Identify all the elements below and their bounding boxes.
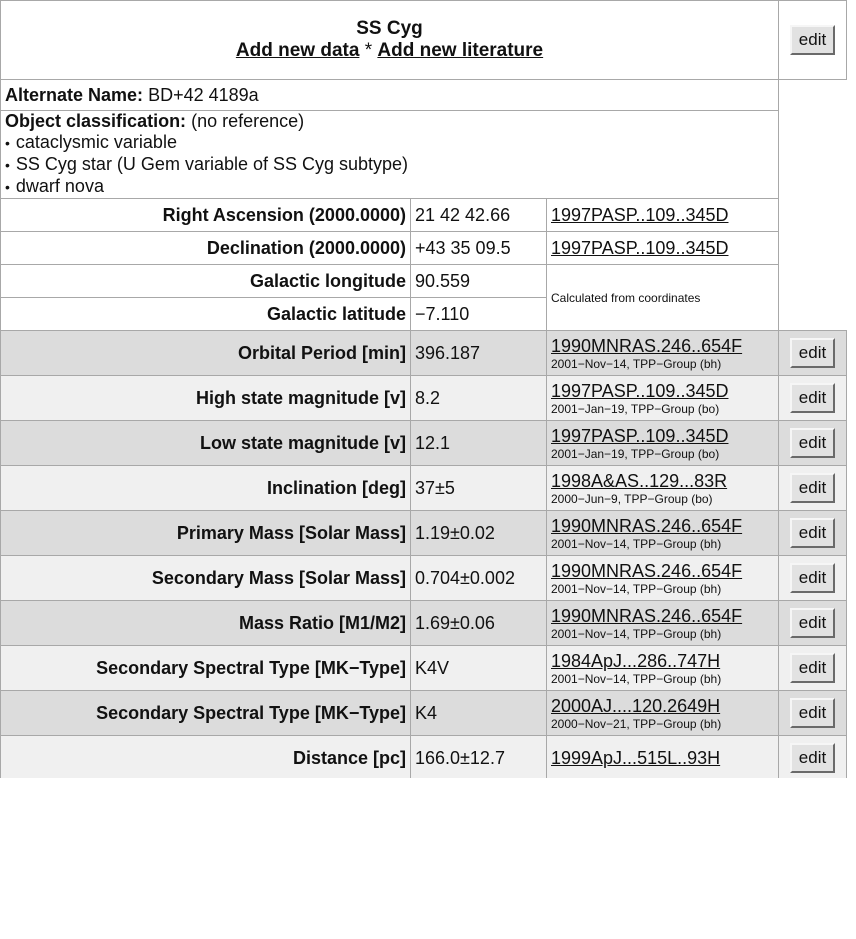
- property-edit-button[interactable]: edit: [790, 608, 835, 638]
- classification-list: [5, 132, 774, 198]
- property-row: [1, 376, 847, 421]
- dec-label: Declination (2000.0000): [1, 232, 411, 265]
- property-edit-cell: [779, 376, 847, 421]
- property-edit-button[interactable]: edit: [790, 518, 835, 548]
- property-reference-link[interactable]: 1990MNRAS.246..654F: [551, 335, 743, 356]
- property-reference-date: 2001−Nov−14, TPP−Group (bh): [551, 671, 722, 686]
- property-row: [1, 646, 847, 691]
- ra-value: 21 42 42.66: [411, 199, 547, 232]
- property-reference-date: 2001−Nov−14, TPP−Group (bh): [551, 581, 722, 596]
- property-edit-button[interactable]: edit: [790, 383, 835, 413]
- galactic-latitude-label: Galactic latitude: [1, 298, 411, 331]
- classification-note: (no reference): [191, 111, 305, 131]
- classification-item: • cataclysmic variable: [5, 132, 774, 154]
- property-edit-button[interactable]: edit: [790, 428, 835, 458]
- property-edit-button[interactable]: edit: [790, 473, 835, 503]
- property-reference-date: 2001−Nov−14, TPP−Group (bh): [551, 536, 722, 551]
- property-value: 37±5: [411, 466, 547, 511]
- property-edit-button[interactable]: edit: [790, 698, 835, 728]
- property-reference-link[interactable]: 1998A&AS..129...83R: [551, 470, 728, 491]
- property-row: [1, 466, 847, 511]
- property-reference-cell: [547, 736, 779, 779]
- property-edit-cell: [779, 646, 847, 691]
- property-reference-cell: [547, 331, 779, 376]
- add-new-literature-link[interactable]: Add new literature: [377, 40, 544, 61]
- property-edit-button[interactable]: edit: [790, 338, 835, 368]
- property-reference-date: 2000−Nov−21, TPP−Group (bh): [551, 716, 722, 731]
- property-edit-cell: [779, 421, 847, 466]
- property-label: Secondary Spectral Type [MK−Type]: [1, 646, 411, 691]
- property-label: Secondary Spectral Type [MK−Type]: [1, 691, 411, 736]
- property-label: Mass Ratio [M1/M2]: [1, 601, 411, 646]
- property-row: [1, 601, 847, 646]
- alternate-name-label: Alternate Name:: [5, 84, 144, 105]
- property-label: High state magnitude [v]: [1, 376, 411, 421]
- property-reference-link[interactable]: 1990MNRAS.246..654F: [551, 515, 743, 536]
- property-value: 396.187: [411, 331, 547, 376]
- galactic-latitude-value: −7.110: [411, 298, 547, 331]
- property-value: 0.704±0.002: [411, 556, 547, 601]
- property-reference-link[interactable]: 1990MNRAS.246..654F: [551, 605, 743, 626]
- property-row: [1, 736, 847, 779]
- ra-label: Right Ascension (2000.0000): [1, 199, 411, 232]
- classification-label: Object classification:: [5, 111, 187, 131]
- property-reference-cell: [547, 601, 779, 646]
- property-reference-date: 2001−Jan−19, TPP−Group (bo): [551, 446, 720, 461]
- property-reference-cell: [547, 691, 779, 736]
- property-label: Low state magnitude [v]: [1, 421, 411, 466]
- property-value: 1.69±0.06: [411, 601, 547, 646]
- property-label: Distance [pc]: [1, 736, 411, 779]
- property-label: Orbital Period [min]: [1, 331, 411, 376]
- link-separator: *: [364, 40, 373, 61]
- object-name: SS Cyg: [356, 18, 423, 39]
- header-edit-button[interactable]: edit: [790, 25, 835, 55]
- property-reference-link[interactable]: 1997PASP..109..345D: [551, 425, 729, 446]
- property-reference-cell: [547, 421, 779, 466]
- property-value: 1.19±0.02: [411, 511, 547, 556]
- alternate-name-value: BD+42 4189a: [148, 84, 259, 105]
- dec-reference-link[interactable]: 1997PASP..109..345D: [551, 237, 729, 258]
- dec-value: +43 35 09.5: [411, 232, 547, 265]
- property-edit-button[interactable]: edit: [790, 743, 835, 773]
- property-edit-cell: [779, 466, 847, 511]
- alternate-name-row: [1, 80, 779, 111]
- property-reference-cell: [547, 556, 779, 601]
- classification-item: • SS Cyg star (U Gem variable of SS Cyg subtype): [5, 154, 774, 176]
- property-value: 8.2: [411, 376, 547, 421]
- property-reference-link[interactable]: 2000AJ....120.2649H: [551, 695, 721, 716]
- property-value: 166.0±12.7: [411, 736, 547, 779]
- galactic-longitude-value: 90.559: [411, 265, 547, 298]
- galactic-longitude-label: Galactic longitude: [1, 265, 411, 298]
- add-new-data-link[interactable]: Add new data: [235, 40, 360, 61]
- property-edit-cell: [779, 556, 847, 601]
- property-reference-cell: [547, 511, 779, 556]
- property-row: [1, 691, 847, 736]
- property-row: [1, 511, 847, 556]
- property-label: Secondary Mass [Solar Mass]: [1, 556, 411, 601]
- ra-reference-link[interactable]: 1997PASP..109..345D: [551, 204, 729, 225]
- property-value: 12.1: [411, 421, 547, 466]
- classification-row: [1, 111, 779, 199]
- property-edit-cell: [779, 601, 847, 646]
- property-reference-date: 2001−Jan−19, TPP−Group (bo): [551, 401, 720, 416]
- property-reference-date: 2001−Nov−14, TPP−Group (bh): [551, 626, 722, 641]
- property-reference-date: 2001−Nov−14, TPP−Group (bh): [551, 356, 722, 371]
- property-value: K4: [411, 691, 547, 736]
- property-row: [1, 331, 847, 376]
- property-row: [1, 556, 847, 601]
- classification-item: • dwarf nova: [5, 176, 774, 198]
- property-reference-cell: [547, 466, 779, 511]
- header-edit-cell: [779, 1, 847, 80]
- property-value: K4V: [411, 646, 547, 691]
- property-row: [1, 421, 847, 466]
- property-reference-link[interactable]: 1990MNRAS.246..654F: [551, 560, 743, 581]
- property-edit-cell: [779, 736, 847, 779]
- property-reference-date: 2000−Jun−9, TPP−Group (bo): [551, 491, 713, 506]
- property-reference-cell: [547, 376, 779, 421]
- property-reference-link[interactable]: 1999ApJ...515L..93H: [551, 747, 721, 768]
- property-edit-cell: [779, 691, 847, 736]
- property-edit-button[interactable]: edit: [790, 563, 835, 593]
- property-reference-cell: [547, 646, 779, 691]
- calculated-note: Calculated from coordinates: [547, 265, 779, 331]
- property-edit-button[interactable]: edit: [790, 653, 835, 683]
- property-edit-cell: [779, 331, 847, 376]
- property-reference-link[interactable]: 1997PASP..109..345D: [551, 380, 729, 401]
- object-header: [1, 1, 779, 80]
- property-label: Inclination [deg]: [1, 466, 411, 511]
- property-reference-link[interactable]: 1984ApJ...286..747H: [551, 650, 721, 671]
- property-edit-cell: [779, 511, 847, 556]
- property-label: Primary Mass [Solar Mass]: [1, 511, 411, 556]
